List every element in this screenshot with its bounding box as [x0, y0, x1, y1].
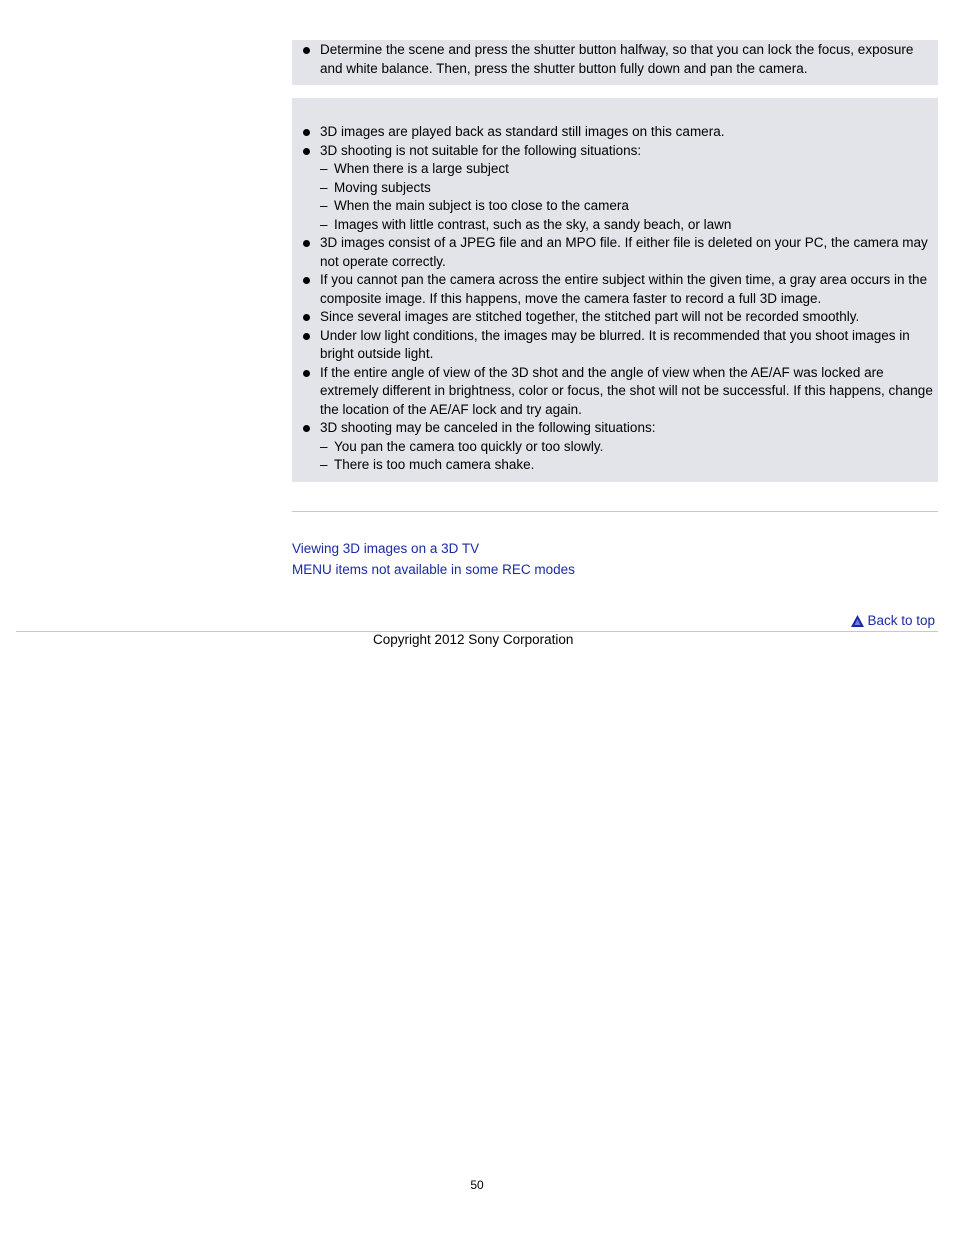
- sub-item-text: There is too much camera shake.: [334, 457, 535, 472]
- sub-list: [320, 160, 936, 234]
- sub-item: [320, 179, 936, 198]
- note-text: If the entire angle of view of the 3D shot and the angle of view when the AE/AF was locked are extremely different in brightness, color or focus, the shot will not be successful. If this happens, change the location of the AE/AF lock and try again.: [320, 364, 933, 417]
- note-item: [320, 234, 938, 271]
- note-text: If you cannot pan the camera across the entire subject within the given time, a gray area occurs in the composite image. If this happens, move the camera faster to record a full 3D image.: [320, 272, 928, 306]
- dash-icon: –: [320, 438, 328, 454]
- related-link-viewing-3d[interactable]: Viewing 3D images on a 3D TV: [292, 541, 480, 556]
- copyright-text: Copyright 2012 Sony Corporation: [373, 632, 574, 647]
- note-item: [320, 364, 938, 420]
- up-arrow-icon: [851, 615, 864, 627]
- dash-icon: –: [320, 457, 328, 472]
- dash-icon: –: [320, 161, 328, 176]
- note-text: 3D shooting may be canceled in the following situations:: [320, 420, 656, 435]
- sub-item: [320, 438, 936, 457]
- sub-item-text: Images with little contrast, such as the sky, a sandy beach, or lawn: [334, 216, 732, 232]
- bullet-icon: [303, 240, 310, 247]
- dash-icon: –: [320, 198, 328, 213]
- note-item: [320, 123, 938, 142]
- bullet-icon: [303, 425, 310, 432]
- back-to-top-label: Back to top: [867, 613, 935, 628]
- divider: [292, 511, 938, 512]
- sub-list: [320, 438, 936, 475]
- page-number: 50: [470, 1178, 484, 1192]
- note-text: 3D images consist of a JPEG file and an MPO file. If either file is deleted on your PC, the camera may not operate correctly.: [320, 235, 928, 269]
- note-item: [320, 308, 938, 327]
- sub-item: [320, 160, 936, 179]
- dash-icon: –: [320, 216, 328, 232]
- sub-item-text: Moving subjects: [334, 179, 431, 195]
- note-text: 3D shooting is not suitable for the following situations:: [320, 142, 642, 158]
- tip-item: [320, 41, 938, 78]
- sub-item-text: When there is a large subject: [334, 161, 509, 176]
- note-item: [320, 142, 938, 235]
- bullet-icon: [303, 370, 310, 377]
- back-to-top-link[interactable]: [851, 612, 935, 631]
- bullet-icon: [303, 148, 310, 155]
- tip-text: Determine the scene and press the shutter button halfway, so that you can lock the focus, exposure and white balance. Then, press the shutter button fully down and pan the camera.: [320, 42, 914, 76]
- bullet-icon: [303, 47, 310, 54]
- sub-item: [320, 216, 936, 235]
- note-text: Under low light conditions, the images may be blurred. It is recommended that you shoot images in bright outside light.: [320, 327, 910, 361]
- notes-list: [320, 123, 938, 475]
- sub-item: [320, 456, 936, 475]
- note-text: Since several images are stitched together, the stitched part will not be recorded smoothly.: [320, 309, 860, 324]
- bullet-icon: [303, 333, 310, 340]
- bullet-icon: [303, 277, 310, 284]
- bullet-icon: [303, 129, 310, 136]
- tip-list: [320, 41, 938, 78]
- sub-item: [320, 197, 936, 216]
- sub-item-text: You pan the camera too quickly or too slowly.: [334, 438, 604, 454]
- dash-icon: –: [320, 179, 328, 195]
- notes-box: [292, 98, 938, 482]
- note-item: [320, 327, 938, 364]
- sub-item-text: When the main subject is too close to the camera: [334, 198, 629, 213]
- tip-box: [292, 40, 938, 85]
- related-link-menu-items[interactable]: MENU items not available in some REC modes: [292, 562, 575, 577]
- note-text: 3D images are played back as standard still images on this camera.: [320, 124, 725, 139]
- note-item: [320, 271, 938, 308]
- bullet-icon: [303, 314, 310, 321]
- note-item: [320, 419, 938, 475]
